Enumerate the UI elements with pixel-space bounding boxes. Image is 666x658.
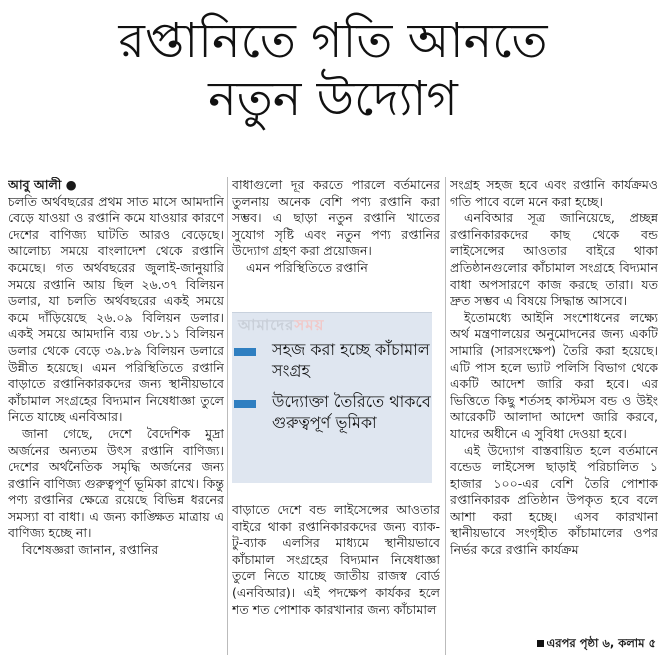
pull-quote-text-1: সহজ করা হচ্ছে কাঁচামাল সংগ্রহ — [272, 340, 430, 380]
paragraph: বাধাগুলো দূর করতে পারলে বর্তমানের তুলনায় অনেক বেশি পণ্য রপ্তানি করা সম্ভব। এ ছাড়া নতুন রপ্তানি খাতের সুযোগ সৃষ্টি এবং নতুন পণ্য রপ্তানির উদ্যোগ গ্রহণ করা প্রয়োজন। — [232, 177, 440, 259]
continued-on-page-label — [533, 635, 657, 654]
paragraph: বিশেষজ্ঞরা জানান, রপ্তানির — [22, 542, 159, 558]
article-column-2-top — [232, 177, 440, 297]
headline-line-2: নতুন উদ্যোগ — [208, 71, 458, 127]
blue-bar-icon — [234, 400, 256, 408]
jump-line-text: এরপর পৃষ্ঠা ৬, কলাম ৫ — [546, 636, 656, 650]
paragraph: ইতোমধ্যে আইনি সংশোধনের লক্ষ্যে অর্থ মন্ত্রণালয়ের অনুমোদনের জন্য একটি সামারি (সারসংক্ষেপ) তৈরি করা হয়েছে। এটি পাস হলে ভ্যাট পলিসি বিভাগ থেকে একটি আদেশ জারি করা হবে। এর ভিত্তিতে কিছু শর্তসহ কাস্টমস বন্ড ও উইং আরেকটি আলাদা আদেশ জারি করবে, যাদের অধীনে এ সুবিধা দেওয়া হবে। — [450, 309, 658, 441]
column-rule-2 — [445, 177, 446, 655]
paragraph: বাড়াতে দেশে বন্ড লাইসেন্সের আওতার বাইরে থাকা রপ্তানিকারকদের জন্য ব্যাক-টু-ব্যাক এলসির মাধ্যমে স্থানীয়ভাবে কাঁচামাল সংগ্রহের বিদ্যমান নিষেধাজ্ঞা তুলে নিতে যাচ্ছে জাতীয় রাজস্ব বোর্ড (এনবিআর)। এই পদক্ষেপ কার্যকর হলে শত শত পোশাক কারখানার জন্য কাঁচামাল — [232, 502, 440, 617]
paragraph: এনবিআর সূত্র জানিয়েছে, প্রচ্ছন্ন রপ্তানিকারকদের কাছ থেকে বন্ড লাইসেন্সের আওতার বাইরে থাকা প্রতিষ্ঠানগুলোর কাঁচামাল সংগ্রহে বিদ্যমান বাধা অপসারণে কাজ করছে তারা। যত দ্রুত সম্ভব এ বিষয়ে সিদ্ধান্ত আসবে। — [450, 210, 658, 309]
column-rule-1 — [227, 177, 228, 655]
byline-name: আবু আলী — [8, 177, 62, 192]
article-column-2-bottom — [232, 502, 440, 656]
headline-line-1: রপ্তানিতে গতি আনতে — [118, 13, 548, 69]
paragraph: এই উদ্যোগ বাস্তবায়িত হলে বর্তমানে বন্ডেড লাইসেন্স ছাড়াই পরিচালিত ১ হাজার ১০০-এর বেশি তৈরি পোশাক রপ্তানিকারক প্রতিষ্ঠান উপকৃত হবে বলে আশা করা হচ্ছে। এসব কারখানা স্থানীয়ভাবে সংগৃহীত কাঁচামালের ওপর নির্ভর করে রপ্তানি কার্যক্রম — [450, 442, 658, 558]
pull-quote-text-2: উদ্যোক্তা তৈরিতে থাকবে গুরুত্বপূর্ণ ভূমিকা — [272, 392, 431, 432]
square-bullet-icon — [537, 640, 544, 647]
paragraph: এমন পরিস্থিতিতে রপ্তানি — [246, 259, 368, 275]
headline — [0, 12, 666, 128]
paragraph: জানা গেছে, দেশে বৈদেশিক মুদ্রা অর্জনের অন্যতম উৎস রপ্তানি বাণিজ্য। দেশের অর্থনৈতিক সমৃদ্ধি অর্জনের জন্য রপ্তানি বাণিজ্য গুরুত্বপূর্ণ ভূমিকা রাখে। কিন্তু পণ্য রপ্তানির ক্ষেত্রে রয়েছে বিভিন্ন ধরনের সমস্যা বা বাধা। এ জন্য কাঙ্ক্ষিত মাত্রায় এ বাণিজ্য হচ্ছে না। — [8, 425, 224, 541]
byline-bullet-icon: ● — [65, 177, 77, 192]
article-column-1 — [8, 177, 224, 655]
article-column-3 — [450, 177, 658, 655]
byline — [8, 177, 224, 194]
watermark-part-2: সময় — [294, 316, 325, 334]
watermark-logo — [238, 314, 324, 339]
paragraph: সংগ্রহ সহজ হবে এবং রপ্তানি কার্যক্রমও গতি পাবে বলে মনে করা হচ্ছে। — [450, 177, 658, 209]
paragraph: চলতি অর্থবছরের প্রথম সাত মাসে আমদানি বেড়ে যাওয়া ও রপ্তানি কমে যাওয়ার কারণে দেশের বাণিজ্য ঘাটতি আরও বেড়েছে। আলোচ্য সময়ে বাংলাদেশ থেকে রপ্তানি কমেছে। গত অর্থবছরের জুলাই-জানুয়ারি সময়ে রপ্তানি আয় ছিল ২৬.৩৭ বিলিয়ন ডলার, যা চলতি অর্থবছরের একই সময়ে কমে দাঁড়িয়েছে ২৬.০৯ বিলিয়ন ডলার। একই সময়ে আমদানি ব্যয় ৩৮.১১ বিলিয়ন ডলার থেকে বেড়ে ৩৯.৮৯ বিলিয়ন ডলারে উন্নীত হয়েছে। এমন পরিস্থিতিতে রপ্তানি বাড়াতে রপ্তানিকারকদের জন্য স্থানীয়ভাবে কাঁচামাল সংগ্রহের বিদ্যমান নিষেধাজ্ঞা তুলে নিতে যাচ্ছে এনবিআর। — [8, 193, 224, 425]
watermark-part-1: আমাদের — [238, 316, 295, 334]
blue-bar-icon — [234, 348, 256, 356]
